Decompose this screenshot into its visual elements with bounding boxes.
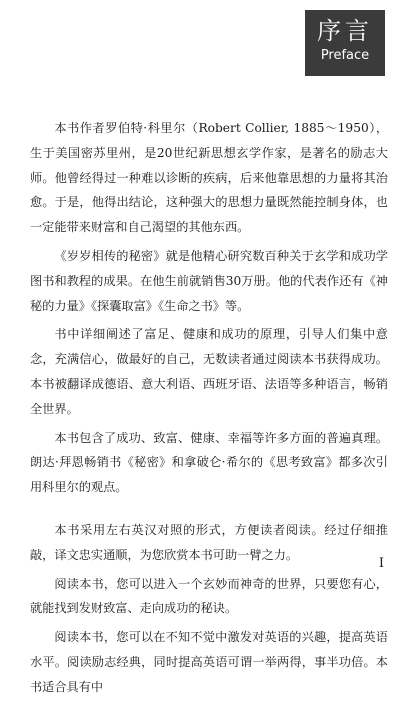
paragraph-bilingual-format: 本书采用左右英汉对照的形式，方便读者阅读。经过仔细推敲，译文忠实通顺，为您欣赏本书可助一臂之力。 [30,522,388,562]
preface-header-badge [305,10,385,76]
preface-title: 序言 [317,17,373,45]
preface-subtitle: Preface [320,48,370,63]
preface-body [30,116,388,704]
paragraph-book-content: 书中详细阐述了富足、健康和成功的原理，引导人们集中意念，充满信心，做最好的自己，无数读者通过阅读本书获得成功。本书被翻译成德语、意大利语、西班牙语、法语等多种语言，畅销全世界。 [30,327,388,416]
paragraph-reading-benefit-1: 阅读本书，您可以进入一个玄妙而神奇的世界，只要您有心，就能找到发财致富、走向成功的秘诀。 [30,576,388,616]
paragraph-author-intro: 本书作者罗伯特·科里尔（Robert Collier, 1885～1950），生于美国密苏里州，是20世纪新思想玄学作家，是著名的励志大师。他曾经得过一种难以诊断的疾病，后来他靠思想的力量将其治愈。于是，他得出结论，这种强大的思想力量既然能控制身体，也一定能带来财富和自己渴望的其他东西。 [30,121,388,235]
paragraph-book-origin: 《岁岁相传的秘密》就是他精心研究数百种关于玄学和成功学图书和教程的成果。在他生前就销售30万册。他的代表作还有《神秘的力量》《探囊取富》《生命之书》等。 [30,248,388,313]
paragraph-reading-benefit-2: 阅读本书，您可以在不知不觉中激发对英语的兴趣，提高英语水平。阅读励志经典，同时提高英语可谓一举两得，事半功倍。本书适合具有中 [30,630,388,694]
paragraph-book-truths: 本书包含了成功、致富、健康、幸福等许多方面的普遍真理。朗达·拜恩畅销书《秘密》和拿破仑·希尔的《思考致富》都多次引用科里尔的观点。 [30,430,388,495]
page-number: I [378,556,384,571]
